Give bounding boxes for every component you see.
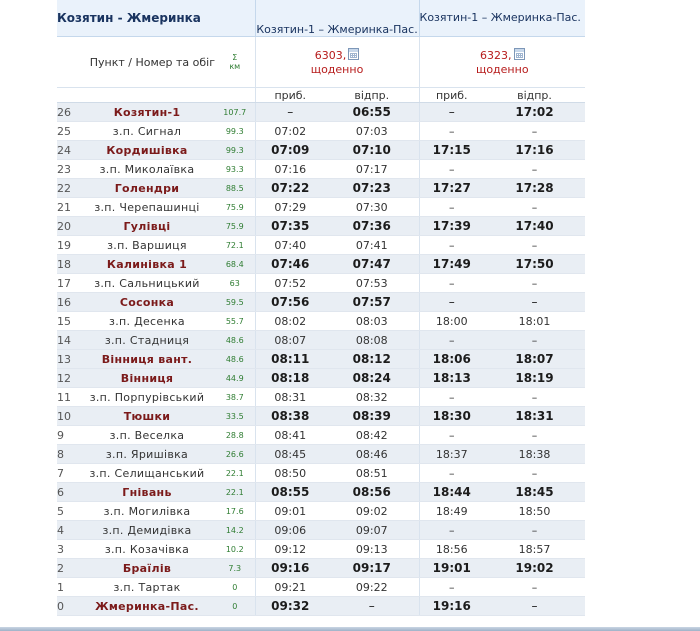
train-2-arrival: –	[419, 388, 484, 407]
train-2-departure: –	[484, 122, 585, 141]
station-name[interactable]: з.п. Черепашинці	[79, 198, 215, 217]
train-2-departure: –	[484, 597, 585, 616]
station-index: 14	[57, 331, 79, 350]
station-km: 93.3	[215, 160, 255, 179]
station-row	[57, 217, 585, 236]
train-1-departure: 06:55	[325, 103, 419, 122]
train-1-arrival: 07:02	[255, 122, 325, 141]
train-2-departure: –	[484, 198, 585, 217]
train-2-departure: –	[484, 236, 585, 255]
station-km: 26.6	[215, 445, 255, 464]
train-2-arrival: 18:30	[419, 407, 484, 426]
train-2-title[interactable]: Козятин-1 – Жмеринка-Пас.	[419, 0, 585, 37]
train-1-departure-header: відпр.	[325, 88, 419, 103]
train-2-departure: –	[484, 274, 585, 293]
train-2-arrival: 17:27	[419, 179, 484, 198]
station-index: 26	[57, 103, 79, 122]
station-index: 11	[57, 388, 79, 407]
train-1-arrival: 08:45	[255, 445, 325, 464]
station-name[interactable]: з.п. Могилівка	[79, 502, 215, 521]
station-km: 63	[215, 274, 255, 293]
train-1-arrival: 09:16	[255, 559, 325, 578]
station-name[interactable]: з.п. Варшиця	[79, 236, 215, 255]
station-index: 5	[57, 502, 79, 521]
station-index: 3	[57, 540, 79, 559]
train-1-arrival: 08:02	[255, 312, 325, 331]
station-km: 33.5	[215, 407, 255, 426]
train-1-departure: 07:41	[325, 236, 419, 255]
train-2-departure: 17:16	[484, 141, 585, 160]
train-1-arrival: 08:38	[255, 407, 325, 426]
km-unit-label: км	[229, 62, 241, 71]
station-km: 59.5	[215, 293, 255, 312]
train-2-departure: –	[484, 388, 585, 407]
station-km: 28.8	[215, 426, 255, 445]
train-1-arrival: 07:46	[255, 255, 325, 274]
station-row	[57, 388, 585, 407]
km-header	[215, 37, 255, 88]
train-2-departure: 19:02	[484, 559, 585, 578]
station-km: 48.6	[215, 331, 255, 350]
station-row	[57, 312, 585, 331]
train-2-departure: 18:57	[484, 540, 585, 559]
train-1-arrival: 07:09	[255, 141, 325, 160]
train-2-arrival: 19:16	[419, 597, 484, 616]
train-1-arrival: 07:40	[255, 236, 325, 255]
train-1-arrival: 08:31	[255, 388, 325, 407]
train-2-arrival: 18:13	[419, 369, 484, 388]
train-2-info	[419, 37, 585, 88]
station-index: 19	[57, 236, 79, 255]
station-index: 16	[57, 293, 79, 312]
calendar-icon[interactable]	[348, 48, 359, 60]
train-1-departure: 07:36	[325, 217, 419, 236]
station-km: 55.7	[215, 312, 255, 331]
timetable	[57, 0, 585, 616]
train-1-departure: 09:22	[325, 578, 419, 597]
train-2-arrival: 18:37	[419, 445, 484, 464]
train-1-departure: 07:57	[325, 293, 419, 312]
station-name[interactable]: з.п. Веселка	[79, 426, 215, 445]
station-name[interactable]: Вінниця вант.	[79, 350, 215, 369]
station-name[interactable]: з.п. Козачівка	[79, 540, 215, 559]
station-km: 22.1	[215, 464, 255, 483]
train-2-departure: –	[484, 426, 585, 445]
train-2-number[interactable]: 6323,	[480, 48, 512, 62]
train-1-departure: 07:47	[325, 255, 419, 274]
station-name[interactable]: Жмеринка-Пас.	[79, 597, 215, 616]
train-1-departure: 09:02	[325, 502, 419, 521]
station-km: 107.7	[215, 103, 255, 122]
station-km: 48.6	[215, 350, 255, 369]
train-1-departure: 08:12	[325, 350, 419, 369]
train-2-arrival: –	[419, 198, 484, 217]
train-2-departure: –	[484, 293, 585, 312]
station-index: 8	[57, 445, 79, 464]
station-name[interactable]: Браїлів	[79, 559, 215, 578]
train-2-departure: –	[484, 160, 585, 179]
train-1-arrival: 07:56	[255, 293, 325, 312]
train-1-departure: 07:10	[325, 141, 419, 160]
train-2-departure: 18:50	[484, 502, 585, 521]
train-2-arrival: –	[419, 160, 484, 179]
station-index: 6	[57, 483, 79, 502]
train-2-departure: –	[484, 331, 585, 350]
train-2-arrival: –	[419, 426, 484, 445]
station-km: 88.5	[215, 179, 255, 198]
station-index: 7	[57, 464, 79, 483]
station-index: 2	[57, 559, 79, 578]
train-1-arrival: 07:35	[255, 217, 325, 236]
train-2-arrival: 17:15	[419, 141, 484, 160]
train-1-departure: 08:08	[325, 331, 419, 350]
point-number-header: Пункт / Номер та обіг	[57, 37, 215, 88]
station-name[interactable]: з.п. Селищанський	[79, 464, 215, 483]
station-row	[57, 426, 585, 445]
station-index: 25	[57, 122, 79, 141]
station-row	[57, 578, 585, 597]
train-1-departure: 09:13	[325, 540, 419, 559]
station-km: 0	[215, 578, 255, 597]
train-2-departure: 18:19	[484, 369, 585, 388]
train-1-arrival: 09:21	[255, 578, 325, 597]
train-1-number[interactable]: 6303,	[314, 48, 347, 62]
station-km: 7.3	[215, 559, 255, 578]
train-2-departure: –	[484, 521, 585, 540]
station-name[interactable]: Козятин-1	[79, 103, 215, 122]
train-1-arrival: 08:07	[255, 331, 325, 350]
calendar-icon[interactable]	[514, 48, 525, 60]
train-1-departure: 07:30	[325, 198, 419, 217]
train-1-arrival: 07:22	[255, 179, 325, 198]
station-name[interactable]: Тюшки	[79, 407, 215, 426]
train-2-departure: 18:45	[484, 483, 585, 502]
train-2-departure-header: відпр.	[484, 88, 585, 103]
station-row	[57, 198, 585, 217]
station-row	[57, 597, 585, 616]
station-index: 4	[57, 521, 79, 540]
station-index: 12	[57, 369, 79, 388]
station-row	[57, 540, 585, 559]
station-name[interactable]: Голендри	[79, 179, 215, 198]
train-2-arrival: –	[419, 236, 484, 255]
station-rows	[57, 103, 585, 616]
train-2-arrival: –	[419, 464, 484, 483]
station-row	[57, 464, 585, 483]
station-name[interactable]: з.п. Десенка	[79, 312, 215, 331]
station-km: 99.3	[215, 141, 255, 160]
station-index: 20	[57, 217, 79, 236]
station-index: 24	[57, 141, 79, 160]
station-row	[57, 331, 585, 350]
train-2-departure: –	[484, 464, 585, 483]
train-1-arrival: –	[255, 103, 325, 122]
train-1-arrival: 08:55	[255, 483, 325, 502]
station-row	[57, 141, 585, 160]
station-index: 18	[57, 255, 79, 274]
train-2-arrival: –	[419, 578, 484, 597]
station-name[interactable]: Калинівка 1	[79, 255, 215, 274]
station-km: 0	[215, 597, 255, 616]
station-index: 0	[57, 597, 79, 616]
train-2-arrival: –	[419, 521, 484, 540]
train-2-arrival: 18:49	[419, 502, 484, 521]
route-title: Козятин - Жмеринка	[57, 0, 255, 37]
train-1-departure: 08:24	[325, 369, 419, 388]
train-2-arrival: 17:49	[419, 255, 484, 274]
train-1-departure: 07:03	[325, 122, 419, 141]
station-name[interactable]: Кордишівка	[79, 141, 215, 160]
train-2-arrival: –	[419, 331, 484, 350]
station-row	[57, 179, 585, 198]
station-km: 17.6	[215, 502, 255, 521]
train-1-departure: 08:39	[325, 407, 419, 426]
train-1-departure: 08:32	[325, 388, 419, 407]
train-1-arrival: 08:41	[255, 426, 325, 445]
bottom-scroll-edge	[0, 627, 700, 631]
station-row	[57, 160, 585, 179]
train-2-departure: 17:02	[484, 103, 585, 122]
train-1-arrival: 08:18	[255, 369, 325, 388]
train-1-arrival: 08:50	[255, 464, 325, 483]
train-1-departure: 08:03	[325, 312, 419, 331]
train-1-arrival: 09:06	[255, 521, 325, 540]
station-row	[57, 521, 585, 540]
train-2-arrival: 18:44	[419, 483, 484, 502]
station-km: 44.9	[215, 369, 255, 388]
train-2-departure: 17:40	[484, 217, 585, 236]
station-name[interactable]: Вінниця	[79, 369, 215, 388]
station-km: 14.2	[215, 521, 255, 540]
train-1-departure: 07:17	[325, 160, 419, 179]
train-2-departure: 18:01	[484, 312, 585, 331]
train-1-departure: 08:56	[325, 483, 419, 502]
station-row	[57, 483, 585, 502]
train-1-arrival: 07:29	[255, 198, 325, 217]
station-km: 22.1	[215, 483, 255, 502]
train-2-departure: 18:07	[484, 350, 585, 369]
station-index: 22	[57, 179, 79, 198]
train-1-departure: 08:46	[325, 445, 419, 464]
station-row	[57, 445, 585, 464]
train-2-departure: 17:28	[484, 179, 585, 198]
train-1-arrival: 09:12	[255, 540, 325, 559]
station-name[interactable]: з.п. Порпурівський	[79, 388, 215, 407]
station-row	[57, 274, 585, 293]
station-row	[57, 502, 585, 521]
train-1-arrival: 07:16	[255, 160, 325, 179]
train-2-departure: 17:50	[484, 255, 585, 274]
station-name[interactable]: з.п. Демидівка	[79, 521, 215, 540]
station-row	[57, 122, 585, 141]
station-km: 99.3	[215, 122, 255, 141]
station-km: 75.9	[215, 217, 255, 236]
station-row	[57, 559, 585, 578]
station-index: 13	[57, 350, 79, 369]
train-1-arrival: 08:11	[255, 350, 325, 369]
train-1-arrival: 07:52	[255, 274, 325, 293]
station-km: 38.7	[215, 388, 255, 407]
train-2-departure: 18:38	[484, 445, 585, 464]
station-index: 21	[57, 198, 79, 217]
train-2-arrival: 19:01	[419, 559, 484, 578]
station-name[interactable]: з.п. Сигнал	[79, 122, 215, 141]
station-km: 68.4	[215, 255, 255, 274]
station-name[interactable]: з.п. Тартак	[79, 578, 215, 597]
train-1-arrival: 09:01	[255, 502, 325, 521]
train-2-arrival: 18:00	[419, 312, 484, 331]
train-1-departure: –	[325, 597, 419, 616]
station-row	[57, 369, 585, 388]
train-1-info	[255, 37, 419, 88]
train-1-arrival: 09:32	[255, 597, 325, 616]
train-1-departure: 07:53	[325, 274, 419, 293]
station-index: 9	[57, 426, 79, 445]
station-name[interactable]: Гнівань	[79, 483, 215, 502]
station-row	[57, 407, 585, 426]
train-2-arrival: –	[419, 293, 484, 312]
station-name[interactable]: Гулівці	[79, 217, 215, 236]
train-2-arrival-header: приб.	[419, 88, 484, 103]
train-1-departure: 07:23	[325, 179, 419, 198]
station-km: 10.2	[215, 540, 255, 559]
train-2-arrival: 18:56	[419, 540, 484, 559]
train-1-frequency: щоденно	[310, 62, 364, 76]
train-2-arrival: 17:39	[419, 217, 484, 236]
station-index: 17	[57, 274, 79, 293]
train-2-arrival: –	[419, 122, 484, 141]
train-2-departure: –	[484, 578, 585, 597]
train-2-departure: 18:31	[484, 407, 585, 426]
train-1-departure: 08:42	[325, 426, 419, 445]
station-index: 10	[57, 407, 79, 426]
train-1-departure: 08:51	[325, 464, 419, 483]
station-name[interactable]: з.п. Сальницький	[79, 274, 215, 293]
station-name[interactable]: з.п. Стадниця	[79, 331, 215, 350]
train-1-departure: 09:07	[325, 521, 419, 540]
station-index: 1	[57, 578, 79, 597]
station-km: 75.9	[215, 198, 255, 217]
station-name[interactable]: Сосонка	[79, 293, 215, 312]
train-1-title[interactable]: Козятин-1 – Жмеринка-Пас.	[255, 0, 419, 37]
station-name[interactable]: з.п. Миколаївка	[79, 160, 215, 179]
station-row	[57, 293, 585, 312]
train-1-arrival-header: приб.	[255, 88, 325, 103]
station-row	[57, 350, 585, 369]
station-index: 23	[57, 160, 79, 179]
station-name[interactable]: з.п. Яришівка	[79, 445, 215, 464]
sigma-label: Σ	[232, 53, 238, 62]
train-2-arrival: 18:06	[419, 350, 484, 369]
station-index: 15	[57, 312, 79, 331]
station-row	[57, 236, 585, 255]
train-1-departure: 09:17	[325, 559, 419, 578]
station-row	[57, 103, 585, 122]
blank-subheader	[57, 88, 255, 103]
train-2-arrival: –	[419, 103, 484, 122]
train-2-arrival: –	[419, 274, 484, 293]
station-km: 72.1	[215, 236, 255, 255]
station-row	[57, 255, 585, 274]
train-2-frequency: щоденно	[475, 62, 529, 76]
